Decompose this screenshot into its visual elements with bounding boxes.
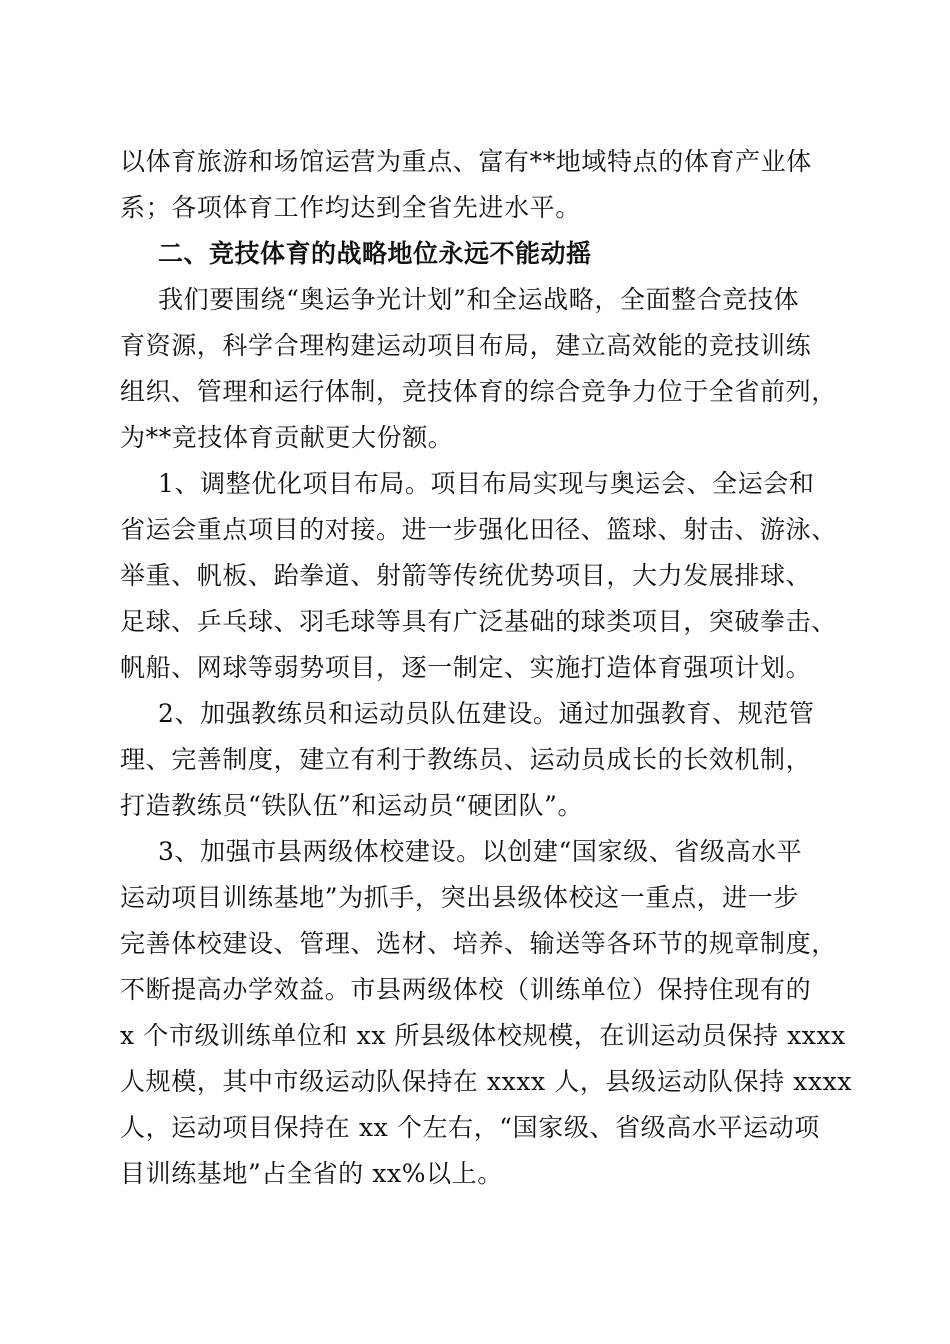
text-line: 为**竞技体育贡献更大份额。: [120, 423, 454, 452]
item-2-paragraph: [120, 691, 834, 829]
text-line: 打造教练员“铁队伍”和运动员“硬团队”。: [120, 791, 584, 820]
text-line: 3、加强市县两级体校建设。以创建“国家级、省级高水平: [158, 837, 803, 866]
text-line: 人规模，其中市级运动队保持在 xxxx 人，县级运动队保持 xxxx: [120, 1067, 853, 1096]
text-line: 完善体校建设、管理、选材、培养、输送等各环节的规章制度，: [120, 929, 837, 958]
text-line: 省运会重点项目的对接。进一步强化田径、篮球、射击、游泳、: [120, 515, 837, 544]
section-heading: [120, 231, 834, 277]
intro-paragraph: [120, 277, 837, 461]
continuation-paragraph: [120, 139, 834, 231]
text-line: 以体育旅游和场馆运营为重点、富有**地域特点的体育产业体: [120, 147, 812, 176]
text-line: 1、调整优化项目布局。项目布局实现与奥运会、全运会和: [158, 469, 815, 498]
text-line: 不断提高办学效益。市县两级体校（训练单位）保持住现有的: [120, 975, 812, 1004]
text-line: 理、完善制度，建立有利于教练员、运动员成长的长效机制，: [120, 745, 812, 774]
item-3-paragraph: [120, 829, 853, 1197]
section-heading-text: 二、竞技体育的战略地位永远不能动摇: [158, 239, 592, 268]
text-line: 育资源，科学合理构建运动项目布局，建立高效能的竞技训练: [120, 331, 812, 360]
text-line: 组织、管理和运行体制，竞技体育的综合竞争力位于全省前列，: [120, 377, 837, 406]
text-line: x 个市级训练单位和 xx 所县级体校规模，在训运动员保持 xxxx: [120, 1021, 846, 1050]
text-line: 帆船、网球等弱势项目，逐一制定、实施打造体育强项计划。: [120, 653, 812, 682]
text-line: 我们要围绕“奥运争光计划”和全运战略，全面整合竞技体: [158, 285, 800, 314]
text-line: 运动项目训练基地”为抓手，突出县级体校这一重点，进一步: [120, 883, 799, 912]
text-line: 人，运动项目保持在 xx 个左右，“国家级、省级高水平运动项: [120, 1113, 820, 1142]
text-line: 目训练基地”占全省的 xx%以上。: [120, 1159, 503, 1188]
item-1-paragraph: [120, 461, 837, 691]
document-page: [120, 139, 853, 1197]
text-line: 足球、乒乓球、羽毛球等具有广泛基础的球类项目，突破拳击、: [120, 607, 837, 636]
text-line: 举重、帆板、跆拳道、射箭等传统优势项目，大力发展排球、: [120, 561, 812, 590]
text-line: 2、加强教练员和运动员队伍建设。通过加强教育、规范管: [158, 699, 815, 728]
text-line: 系；各项体育工作均达到全省先进水平。: [120, 193, 581, 222]
